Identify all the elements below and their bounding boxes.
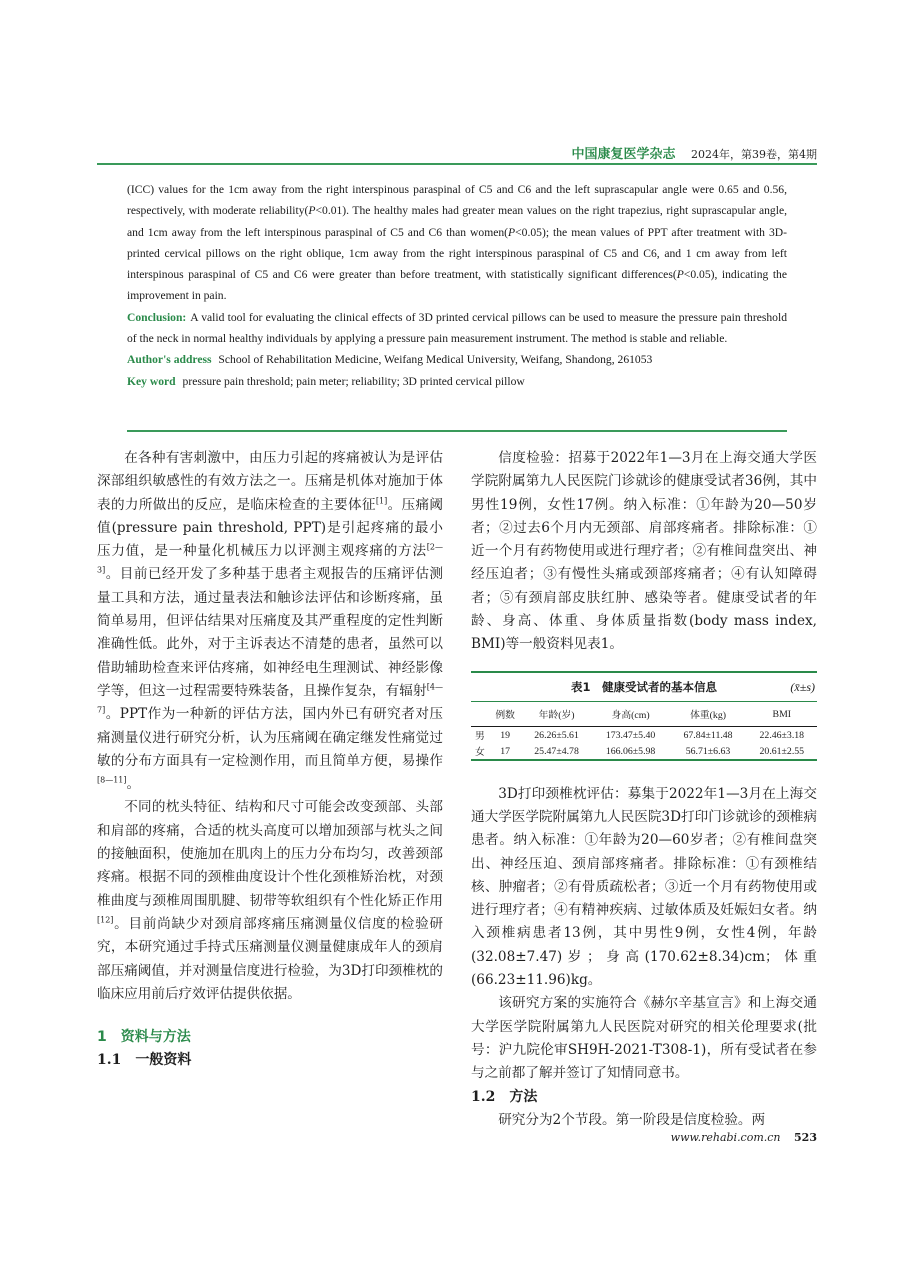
abstract-results: (ICC) values for the 1cm away from the right interspinous paraspinal of C5 and C6 and the left suprascapular angle were 0.65 and 0.56, respectively, with moderate reliability(P<0.01). The healthy males had greater mean values on the right trapezius, right suprascapular angle, and 1cm away from the left interspinous paraspinal of C5 and C6 than women(P<0.05); the mean values of PPT after treatment with 3D-printed cervical pillows on the right oblique, 1cm away from the right interspinous paraspinal of C5 and C6, and 1 cm away from left interspinous paraspinal of C5 and C6 were greater than before treatment, with statistically significant differences(P<0.05), indicating the improvement in pain.: [127, 183, 787, 303]
conclusion-text: A valid tool for evaluating the clinical effects of 3D printed cervical pillows can be used to measure the pressure pain threshold of the neck in normal healthy individuals by applying a pressure pain measurement instrument. The method is stable and reliable.: [127, 310, 787, 346]
table-header-cell: [471, 702, 489, 726]
citation: [2—3]: [97, 542, 443, 575]
table-header-cell: 例数: [495, 710, 515, 721]
header-rule: [97, 163, 817, 165]
section-heading-1: 1 资料与方法: [97, 1029, 191, 1046]
page-footer: [97, 1131, 817, 1144]
table-1: [471, 671, 817, 761]
table-header-cell: BMI: [772, 708, 792, 720]
subsection-heading-1-2: 1.2 方法: [471, 1088, 538, 1105]
table-header-cell: 年龄(岁): [538, 710, 575, 721]
intro-paragraph-1: 在各种有害刺激中，由压力引起的疼痛被认为是评估深部组织敏感性的有效方法之一。压痛是机体对施加于体表的力所做出的反应，是临床检查的主要体征[1]。压痛阈值(pressure pain threshold, PPT)是引起疼痛的最小压力值，是一种量化机械压力以评测主观疼痛的方法[2—3]。目前已经开发了多种基于患者主观报告的压痛评估测量工具和方法，通过量表法和触诊法评估和诊断疼痛，虽简单易用，但评估结果对压痛度及其严重程度的定性判断准确性低。此外，对于主诉表达不清楚的患者，虽然可以借助辅助检查来评估疼痛，如神经电生理测试、神经影像学等，但这一过程需要特殊装备，且操作复杂，有辐射[4—7]。PPT作为一种新的评估方法，国内外已有研究者对压痛测量仪进行研究分析，认为压痛阈在确定继发性痛觉过敏的分布方面具有一定检测作用，而且简单方便，易操作[8—11]。: [97, 450, 444, 793]
paragraph-pillow-assessment: 3D打印颈椎枕评估：募集于2022年1—3月在上海交通大学医学院附属第九人民医院3D打印门诊就诊的颈椎病患者。纳入标准：①年龄为20—60岁者；②有椎间盘突出、神经压迫、颈肩部疼痛者。排除标准：①有颈椎结核、肿瘤者；②有骨质疏松者；③近一个月有药物使用或进行理疗者；④有精神疾病、过敏体质及妊娠妇女者。纳入颈椎病患者13例，其中男性9例，女性4例，年龄(32.08±7.47)岁；身高(170.62±8.34)cm；体重(66.23±11.96)kg。: [471, 785, 817, 989]
citation: [12]: [97, 915, 114, 925]
citation: [4—7]: [97, 682, 443, 715]
table-header-cell: 体重(kg): [690, 710, 726, 721]
author-address: [127, 349, 787, 370]
table-header-cell: 身高(cm): [611, 710, 650, 721]
table-stat-note: (x̄±s): [790, 680, 815, 694]
left-column: [97, 447, 443, 1073]
paragraph-ethics: 该研究方案的实施符合《赫尔辛基宣言》和上海交通大学医学院附属第九人民医院对研究的相关伦理要求(批号：沪九院伦审SH9H-2021-T308-1)，所有受试者在参与之前都了解并签订了知情同意书。: [471, 995, 817, 1082]
intro-paragraph-2: 不同的枕头特征、结构和尺寸可能会改变颈部、头部和肩部的疼痛，合适的枕头高度可以增加颈部与枕头之间的接触面积，使施加在肌肉上的压力分布均匀，改善颈部疼痛。根据不同的颈椎曲度设计个性化颈椎矫治枕，对颈椎曲度与颈椎周围肌腱、韧带等软组织有个性化矫正作用[12]。目前尚缺少对颈肩部疼痛压痛测量仪信度的检验研究，本研究通过手持式压痛测量仪测量健康成年人的颈肩部压痛阈值，并对测量信度进行检验，为3D打印颈椎枕的临床应用前后疗效评估提供依据。: [97, 799, 443, 1002]
keyword-text: pressure pain threshold; pain meter; reliability; 3D printed cervical pillow: [182, 374, 525, 388]
right-column: [471, 447, 817, 1132]
address-text: School of Rehabilitation Medicine, Weifang Medical University, Weifang, Shandong, 261053: [218, 353, 653, 367]
page-number: 523: [794, 1131, 817, 1144]
address-label: Author's address: [127, 353, 212, 367]
paragraph-reliability-test: 信度检验：招募于2022年1—3月在上海交通大学医学院附属第九人民医院门诊就诊的健康受试者36例，其中男性19例，女性17例。纳入标准：①年龄为20—50岁者；②过去6个月内无颈部、肩部疼痛者。排除标准：①近一个月有药物使用或进行理疗者；②有椎间盘突出、神经压迫者；③有慢性头痛或颈部疼痛者；④有认知障碍者；⑤有颈肩部皮肤红肿、感染等者。健康受试者的年龄、身高、体重、身体质量指数(body mass index, BMI)等一般资料见表1。: [471, 450, 817, 653]
citation: [8—11]: [97, 775, 127, 785]
abstract-conclusion: [127, 307, 787, 350]
abstract: [127, 179, 787, 392]
keyword-label: Key word: [127, 374, 176, 388]
running-header: [97, 143, 817, 163]
keywords: [127, 371, 787, 392]
citation: [1]: [375, 496, 388, 506]
abstract-rule: [127, 430, 787, 432]
journal-name: 中国康复医学杂志: [571, 147, 676, 162]
table-title: 表1 健康受试者的基本信息 (x̄±s): [471, 673, 817, 701]
footer-url: www.rehabi.com.cn: [670, 1131, 781, 1144]
table-row: 男 19 26.26±5.61 173.47±5.40 67.84±11.48 22.46±3.18: [475, 729, 805, 742]
data-table: [471, 702, 817, 759]
paragraph-methods: 研究分为2个节段。第一阶段是信度检验。两: [498, 1111, 766, 1128]
table-row: 女 17 25.47±4.78 166.06±5.98 56.71±6.63 20.61±2.55: [475, 745, 805, 758]
conclusion-label: Conclusion:: [127, 310, 187, 324]
issue-info: 2024年，第39卷，第4期: [691, 148, 817, 161]
subsection-heading-1-1: 1.1 一般资料: [97, 1052, 192, 1069]
table-bottom-rule: [471, 759, 817, 761]
